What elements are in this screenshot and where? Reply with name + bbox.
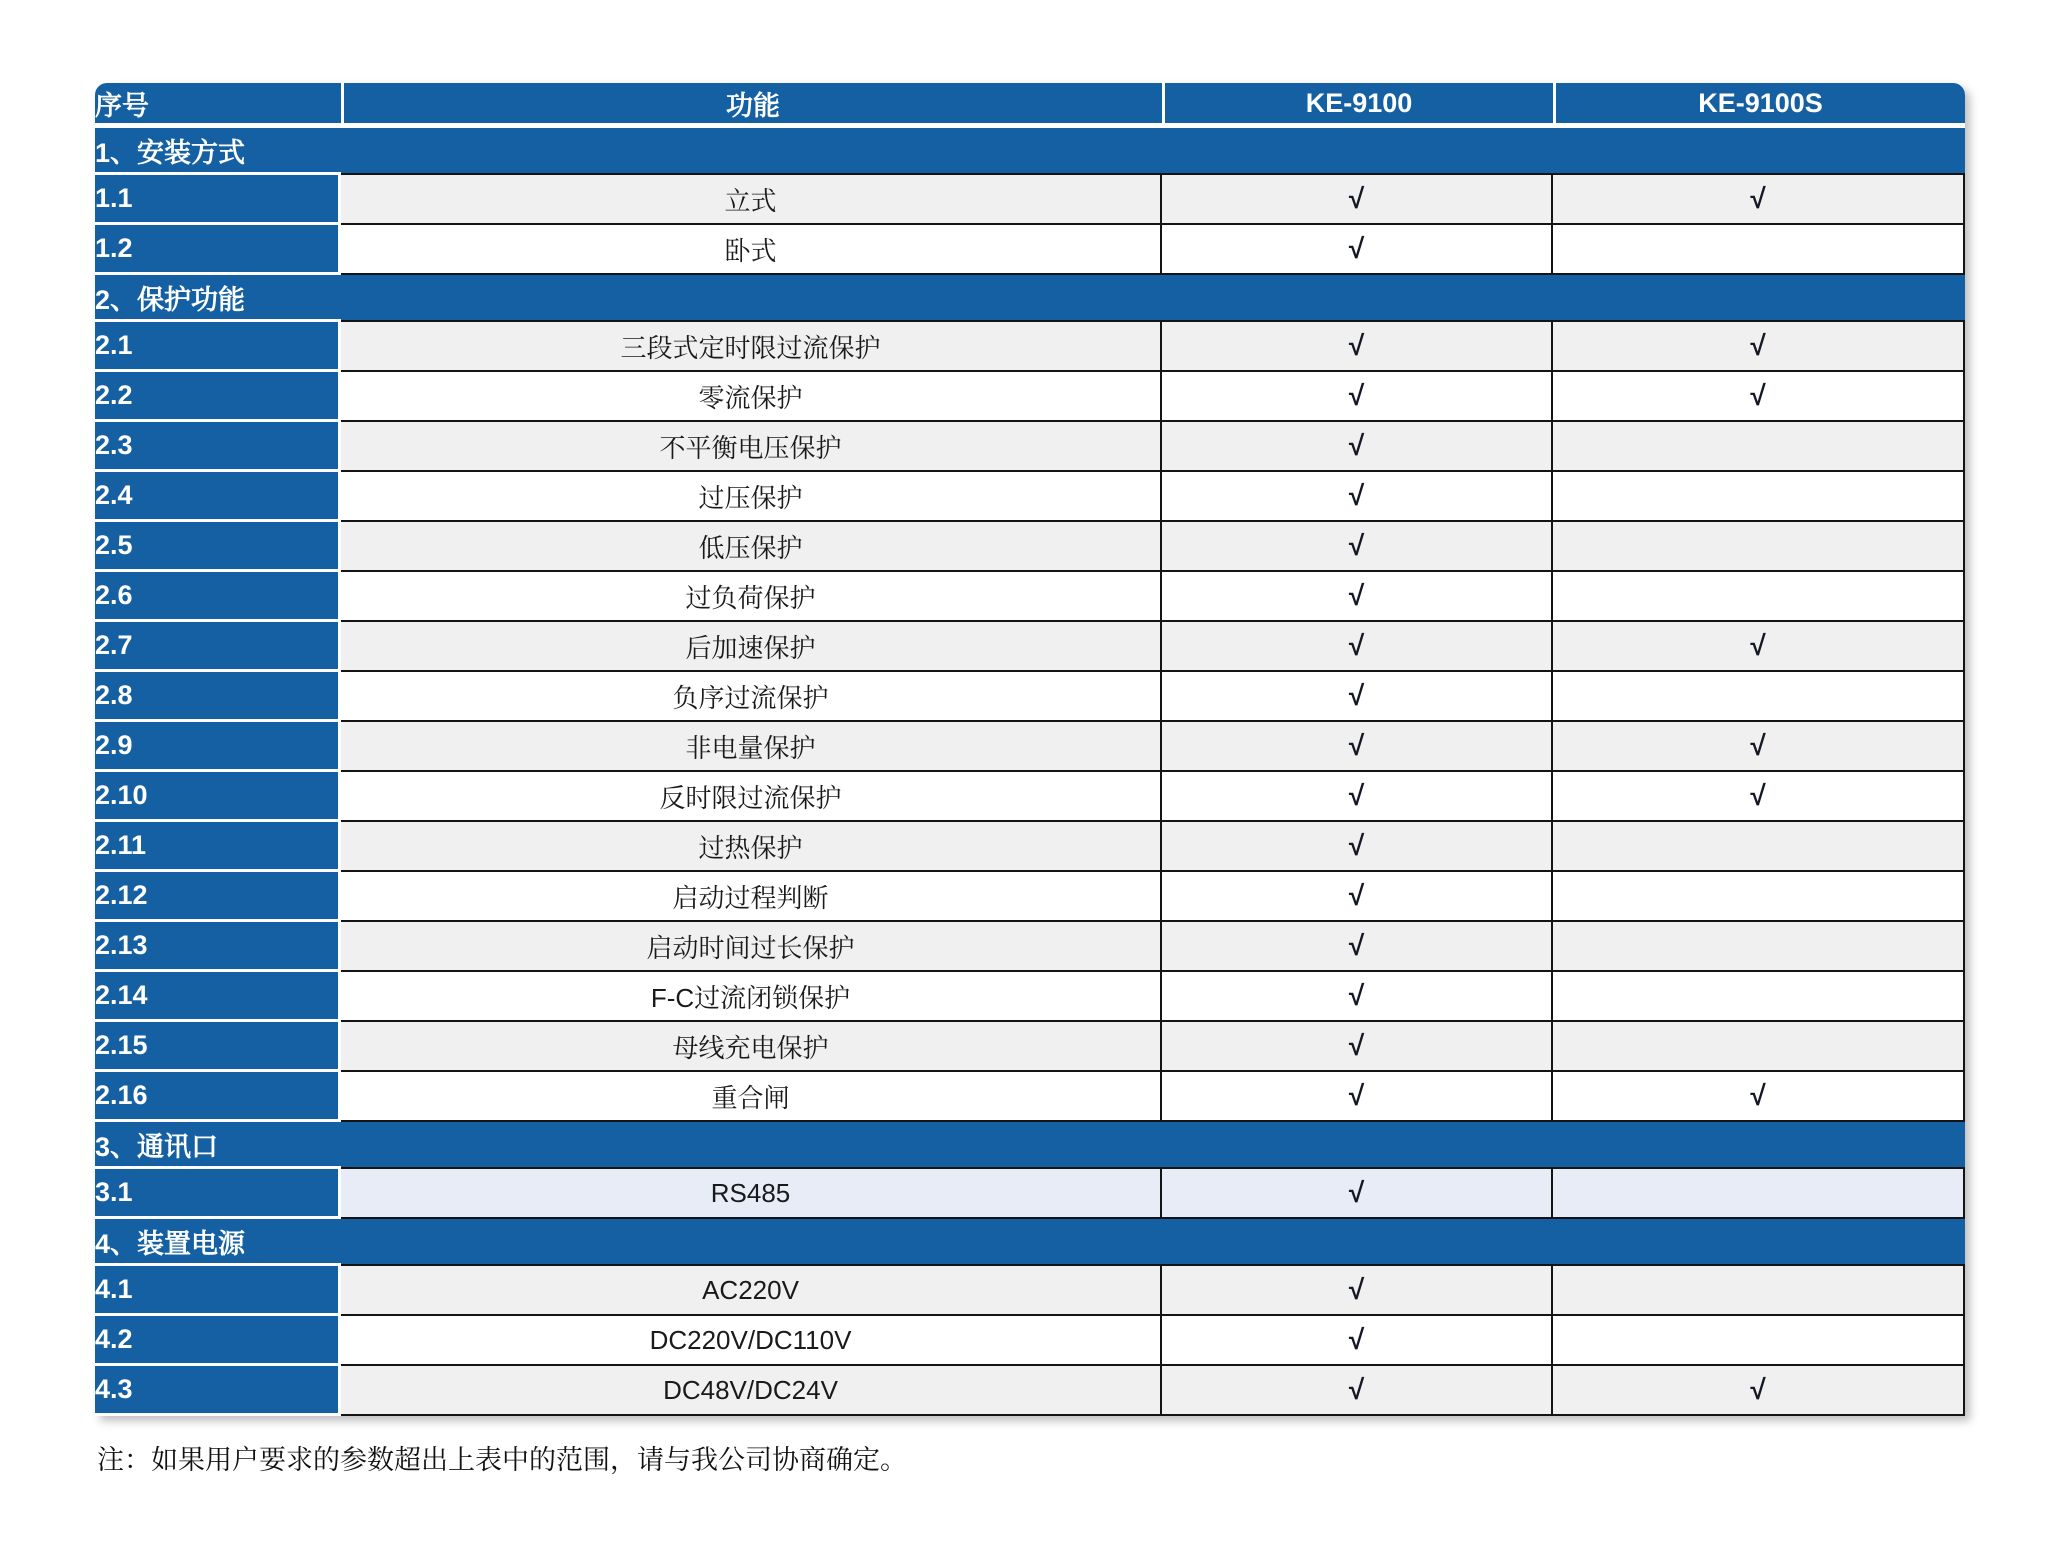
row-number-cell: 2.9 bbox=[95, 722, 341, 772]
row-number-cell: 4.1 bbox=[95, 1266, 341, 1316]
feature-row bbox=[95, 722, 1965, 772]
ke9100s-check-cell: √ bbox=[1553, 622, 1965, 672]
ke9100s-check-cell bbox=[1553, 572, 1965, 622]
feature-row bbox=[95, 1366, 1965, 1416]
ke9100-check-cell: √ bbox=[1162, 1266, 1553, 1316]
feature-row bbox=[95, 522, 1965, 572]
ke9100-check-cell: √ bbox=[1162, 372, 1553, 422]
spec-table bbox=[95, 83, 1965, 1416]
row-number-cell: 2.12 bbox=[95, 872, 341, 922]
feature-row bbox=[95, 772, 1965, 822]
column-header-number: 序号 bbox=[95, 83, 341, 128]
section-label: 3、通讯口 bbox=[95, 1122, 341, 1169]
ke9100s-check-cell bbox=[1553, 822, 1965, 872]
ke9100s-check-cell bbox=[1553, 872, 1965, 922]
feature-row bbox=[95, 572, 1965, 622]
function-cell: DC48V/DC24V bbox=[341, 1366, 1162, 1416]
ke9100-check-cell: √ bbox=[1162, 1316, 1553, 1366]
function-cell: 不平衡电压保护 bbox=[341, 422, 1162, 472]
function-cell: AC220V bbox=[341, 1266, 1162, 1316]
function-cell: 负序过流保护 bbox=[341, 672, 1162, 722]
section-row bbox=[95, 1219, 1965, 1266]
function-cell: 母线充电保护 bbox=[341, 1022, 1162, 1072]
function-cell: 启动时间过长保护 bbox=[341, 922, 1162, 972]
ke9100-check-cell: √ bbox=[1162, 322, 1553, 372]
ke9100s-check-cell bbox=[1553, 922, 1965, 972]
column-header-ke9100: KE-9100 bbox=[1162, 83, 1553, 128]
ke9100s-check-cell bbox=[1553, 1169, 1965, 1219]
function-cell: 后加速保护 bbox=[341, 622, 1162, 672]
function-cell: 启动过程判断 bbox=[341, 872, 1162, 922]
feature-row bbox=[95, 672, 1965, 722]
row-number-cell: 2.13 bbox=[95, 922, 341, 972]
section-label: 2、保护功能 bbox=[95, 275, 341, 322]
feature-comparison-table bbox=[95, 83, 1965, 1416]
ke9100-check-cell: √ bbox=[1162, 572, 1553, 622]
ke9100s-check-cell bbox=[1553, 672, 1965, 722]
ke9100-check-cell: √ bbox=[1162, 472, 1553, 522]
header-row bbox=[95, 83, 1965, 128]
ke9100s-check-cell bbox=[1553, 472, 1965, 522]
function-cell: RS485 bbox=[341, 1169, 1162, 1219]
function-cell: 卧式 bbox=[341, 225, 1162, 275]
feature-row bbox=[95, 1316, 1965, 1366]
function-cell: 三段式定时限过流保护 bbox=[341, 322, 1162, 372]
section-row bbox=[95, 275, 1965, 322]
feature-row bbox=[95, 1022, 1965, 1072]
section-band bbox=[341, 1219, 1965, 1266]
feature-row bbox=[95, 822, 1965, 872]
ke9100s-check-cell: √ bbox=[1553, 175, 1965, 225]
ke9100s-check-cell: √ bbox=[1553, 722, 1965, 772]
function-cell: 过负荷保护 bbox=[341, 572, 1162, 622]
function-cell: 零流保护 bbox=[341, 372, 1162, 422]
function-cell: 立式 bbox=[341, 175, 1162, 225]
row-number-cell: 1.2 bbox=[95, 225, 341, 275]
ke9100-check-cell: √ bbox=[1162, 772, 1553, 822]
ke9100s-check-cell bbox=[1553, 522, 1965, 572]
ke9100s-check-cell: √ bbox=[1553, 772, 1965, 822]
function-cell: DC220V/DC110V bbox=[341, 1316, 1162, 1366]
section-row bbox=[95, 128, 1965, 175]
row-number-cell: 2.14 bbox=[95, 972, 341, 1022]
function-cell: 重合闸 bbox=[341, 1072, 1162, 1122]
section-band bbox=[341, 128, 1965, 175]
ke9100-check-cell: √ bbox=[1162, 522, 1553, 572]
section-band bbox=[341, 275, 1965, 322]
function-cell: 过压保护 bbox=[341, 472, 1162, 522]
function-cell: 低压保护 bbox=[341, 522, 1162, 572]
row-number-cell: 2.4 bbox=[95, 472, 341, 522]
ke9100-check-cell: √ bbox=[1162, 225, 1553, 275]
ke9100-check-cell: √ bbox=[1162, 972, 1553, 1022]
function-cell: 过热保护 bbox=[341, 822, 1162, 872]
ke9100s-check-cell bbox=[1553, 1022, 1965, 1072]
ke9100-check-cell: √ bbox=[1162, 1022, 1553, 1072]
row-number-cell: 2.15 bbox=[95, 1022, 341, 1072]
row-number-cell: 4.3 bbox=[95, 1366, 341, 1416]
row-number-cell: 2.10 bbox=[95, 772, 341, 822]
function-cell: 非电量保护 bbox=[341, 722, 1162, 772]
feature-row bbox=[95, 175, 1965, 225]
ke9100-check-cell: √ bbox=[1162, 622, 1553, 672]
feature-row bbox=[95, 1266, 1965, 1316]
ke9100-check-cell: √ bbox=[1162, 672, 1553, 722]
ke9100s-check-cell bbox=[1553, 972, 1965, 1022]
table-body bbox=[95, 128, 1965, 1416]
ke9100-check-cell: √ bbox=[1162, 822, 1553, 872]
row-number-cell: 4.2 bbox=[95, 1316, 341, 1366]
column-header-function: 功能 bbox=[341, 83, 1162, 128]
ke9100s-check-cell: √ bbox=[1553, 1366, 1965, 1416]
feature-row bbox=[95, 622, 1965, 672]
ke9100-check-cell: √ bbox=[1162, 922, 1553, 972]
row-number-cell: 1.1 bbox=[95, 175, 341, 225]
feature-row bbox=[95, 372, 1965, 422]
ke9100-check-cell: √ bbox=[1162, 872, 1553, 922]
ke9100s-check-cell bbox=[1553, 1316, 1965, 1366]
function-cell: 反时限过流保护 bbox=[341, 772, 1162, 822]
feature-row bbox=[95, 422, 1965, 472]
ke9100-check-cell: √ bbox=[1162, 722, 1553, 772]
section-band bbox=[341, 1122, 1965, 1169]
feature-row bbox=[95, 872, 1965, 922]
column-header-ke9100s: KE-9100S bbox=[1553, 83, 1965, 128]
feature-row bbox=[95, 1072, 1965, 1122]
ke9100s-check-cell bbox=[1553, 422, 1965, 472]
row-number-cell: 2.3 bbox=[95, 422, 341, 472]
ke9100s-check-cell: √ bbox=[1553, 322, 1965, 372]
feature-row bbox=[95, 1169, 1965, 1219]
feature-row bbox=[95, 322, 1965, 372]
section-label: 4、装置电源 bbox=[95, 1219, 341, 1266]
function-cell: F-C过流闭锁保护 bbox=[341, 972, 1162, 1022]
ke9100s-check-cell bbox=[1553, 225, 1965, 275]
ke9100s-check-cell: √ bbox=[1553, 372, 1965, 422]
section-row bbox=[95, 1122, 1965, 1169]
feature-row bbox=[95, 225, 1965, 275]
ke9100-check-cell: √ bbox=[1162, 422, 1553, 472]
ke9100-check-cell: √ bbox=[1162, 1169, 1553, 1219]
ke9100-check-cell: √ bbox=[1162, 175, 1553, 225]
feature-row bbox=[95, 972, 1965, 1022]
row-number-cell: 2.6 bbox=[95, 572, 341, 622]
row-number-cell: 2.11 bbox=[95, 822, 341, 872]
footnote: 注：如果用户要求的参数超出上表中的范围，请与我公司协商确定。 bbox=[97, 1445, 907, 1475]
row-number-cell: 2.16 bbox=[95, 1072, 341, 1122]
section-label: 1、安装方式 bbox=[95, 128, 341, 175]
ke9100s-check-cell bbox=[1553, 1266, 1965, 1316]
row-number-cell: 2.7 bbox=[95, 622, 341, 672]
row-number-cell: 2.8 bbox=[95, 672, 341, 722]
ke9100-check-cell: √ bbox=[1162, 1366, 1553, 1416]
row-number-cell: 3.1 bbox=[95, 1169, 341, 1219]
row-number-cell: 2.2 bbox=[95, 372, 341, 422]
table-header bbox=[95, 83, 1965, 128]
feature-row bbox=[95, 472, 1965, 522]
row-number-cell: 2.5 bbox=[95, 522, 341, 572]
ke9100-check-cell: √ bbox=[1162, 1072, 1553, 1122]
ke9100s-check-cell: √ bbox=[1553, 1072, 1965, 1122]
row-number-cell: 2.1 bbox=[95, 322, 341, 372]
feature-row bbox=[95, 922, 1965, 972]
